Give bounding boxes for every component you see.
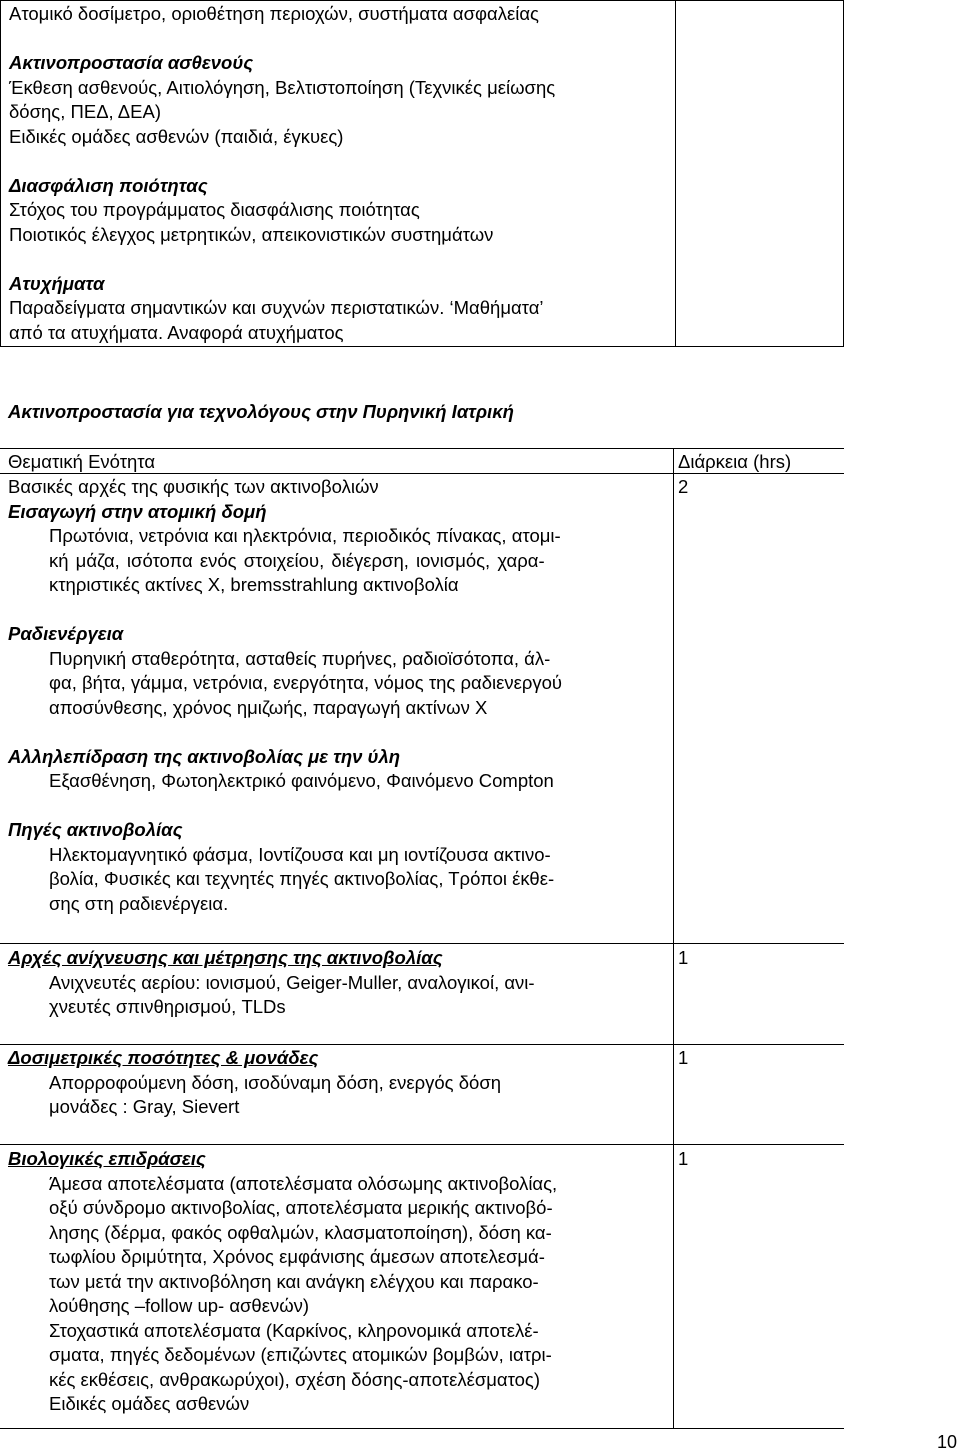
body-line: λησης (δέρμα, φακός οφθαλμών, κλασματοποίηση), δόση κα- <box>49 1221 552 1243</box>
subtopic-body <box>8 843 660 917</box>
body-line: κτηριστικές ακτίνες Χ, bremsstrahlung ακτινοβολία <box>49 574 459 595</box>
body-line: οξύ σύνδρομο ακτινοβολίας, αποτελέσματα μερικής ακτινοβό- <box>49 1197 553 1218</box>
body-line: Ηλεκτομαγνητικό φάσμα, Ιοντίζουσα και μη ιοντίζουσα ακτινο- <box>49 843 551 865</box>
quality-assurance-line: Ποιοτικός έλεγχος μετρητικών, απεικονιστικών συστημάτων <box>9 223 494 245</box>
row-divider <box>0 943 844 944</box>
dosimeter-line: Ατομικό δοσίμετρο, οριοθέτηση περιοχών, συστήματα ασφαλείας <box>9 3 539 24</box>
subtopic-body <box>8 647 660 721</box>
top-table <box>0 0 844 347</box>
page-number: 10 <box>937 1432 958 1452</box>
subtopic-body <box>8 524 660 598</box>
accidents-title: Ατυχήματα <box>9 272 105 294</box>
body-line: κή μάζα, ισότοπα ενός στοιχείου, διέγερση, ιονισμός, χαρα- <box>49 549 545 571</box>
body-line: Ειδικές ομάδες ασθενών <box>49 1393 250 1414</box>
body-line: χνευτές σπινθηρισμού, TLDs <box>49 996 286 1017</box>
body-line: σματα, πηγές δεδομένων (επιζώντες ατομικών βομβών, ιατρι- <box>49 1344 552 1365</box>
row-body <box>8 971 660 1020</box>
row-body <box>8 1172 660 1417</box>
row-title: Αρχές ανίχνευσης και μέτρησης της ακτινοβολίας <box>8 947 443 968</box>
row-title: Βιολογικές επιδράσεις <box>8 1148 206 1169</box>
row-dosimetric-quantities <box>8 1046 660 1120</box>
subtopic-title: Αλληλεπίδραση της ακτινοβολίας με την ύλη <box>8 745 401 767</box>
body-line: Ανιχνευτές αερίου: ιονισμού, Geiger-Muller, αναλογικοί, ανι- <box>49 971 535 993</box>
header-topic: Θεματική Ενότητα <box>8 451 156 472</box>
accidents-line: Παραδείγματα σημαντικών και συχνών περιστατικών. ‘Μαθήματα’ <box>9 297 544 318</box>
body-line: Απορροφούμενη δόση, ισοδύναμη δόση, ενεργός δόση <box>49 1071 502 1093</box>
body-line: Εξασθένηση, Φωτοηλεκτρικό φαινόμενο, Φαινόμενο Compton <box>49 770 554 791</box>
patient-protection-line: Έκθεση ασθενούς, Αιτιολόγηση, Βελτιστοποίηση (Τεχνικές μείωσης <box>9 76 556 98</box>
row-detection-measurement <box>8 946 660 1020</box>
body-line: Πυρηνική σταθερότητα, ασταθείς πυρήνες, ραδιοϊσότοπα, άλ- <box>49 647 551 669</box>
subtopic-body <box>8 769 660 794</box>
row-body <box>8 1071 660 1120</box>
row-title: Δοσιμετρικές ποσότητες & μονάδες <box>8 1047 319 1068</box>
accidents-line: από τα ατυχήματα. Αναφορά ατυχήματος <box>9 321 344 343</box>
body-line: σης στη ραδιενέργεια. <box>49 892 229 914</box>
quality-assurance-line: Στόχος του προγράμματος διασφάλισης ποιότητας <box>9 199 420 220</box>
subtopic-title: Πηγές ακτινοβολίας <box>8 819 183 840</box>
column-divider <box>673 448 674 1429</box>
body-line: τωφλίου δριμύτητα, Χρόνος εμφάνισης άμεσων αποτελεσμά- <box>49 1246 545 1267</box>
row-hours: 2 <box>678 476 689 497</box>
patient-protection-line: δόσης, ΠΕΔ, ΔΕΑ) <box>9 101 162 122</box>
row-hours: 1 <box>678 1148 689 1169</box>
top-table-content-cell <box>1 1 676 346</box>
body-line: Στοχαστικά αποτελέσματα (Καρκίνος, κληρονομικά αποτελέ- <box>49 1319 539 1341</box>
row-divider <box>0 1144 844 1145</box>
patient-protection-title: Ακτινοπροστασία ασθενούς <box>9 52 254 73</box>
row-divider <box>0 1044 844 1045</box>
quality-assurance-title: Διασφάλιση ποιότητας <box>9 174 208 196</box>
row-physics-basics <box>8 475 660 916</box>
body-line: βολία, Φυσικές και τεχνητές πηγές ακτινοβολίας, Τρόποι έκθε- <box>49 868 555 889</box>
body-line: φα, βήτα, γάμμα, νετρόνια, ενεργότητα, νόμος της ραδιενεργού <box>49 672 563 693</box>
row-biological-effects <box>8 1147 660 1417</box>
row-hours: 1 <box>678 1047 689 1068</box>
body-line: μονάδες : Gray, Sievert <box>49 1096 240 1117</box>
body-line: κές εκθέσεις, ανθρακωρύχοι), σχέση δόσης-αποτελέσματος) <box>49 1368 540 1390</box>
body-line: Άμεσα αποτελέσματα (αποτελέσματα ολόσωμης ακτινοβολίας, <box>49 1172 558 1194</box>
row-title: Βασικές αρχές της φυσικής των ακτινοβολιών <box>8 476 379 497</box>
body-line: Πρωτόνια, νετρόνια και ηλεκτρόνια, περιοδικός πίνακας, ατομι- <box>49 525 561 546</box>
section-title: Ακτινοπροστασία για τεχνολόγους στην Πυρηνική Ιατρική <box>8 401 514 422</box>
body-line: λούθησης –follow up- ασθενών) <box>49 1295 310 1316</box>
row-hours: 1 <box>678 947 689 968</box>
body-line: των μετά την ακτινοβόληση και ανάγκη ελέγχου και παρακο- <box>49 1270 539 1292</box>
row-divider <box>0 1428 844 1429</box>
subtopic-title: Εισαγωγή στην ατομική δομή <box>8 500 267 522</box>
subtopic-title: Ραδιενέργεια <box>8 623 124 644</box>
patient-protection-line: Ειδικές ομάδες ασθενών (παιδιά, έγκυες) <box>9 125 344 147</box>
body-line: αποσύνθεσης, χρόνος ημιζωής, παραγωγή ακτίνων Χ <box>49 696 488 718</box>
header-duration: Διάρκεια (hrs) <box>678 451 792 472</box>
